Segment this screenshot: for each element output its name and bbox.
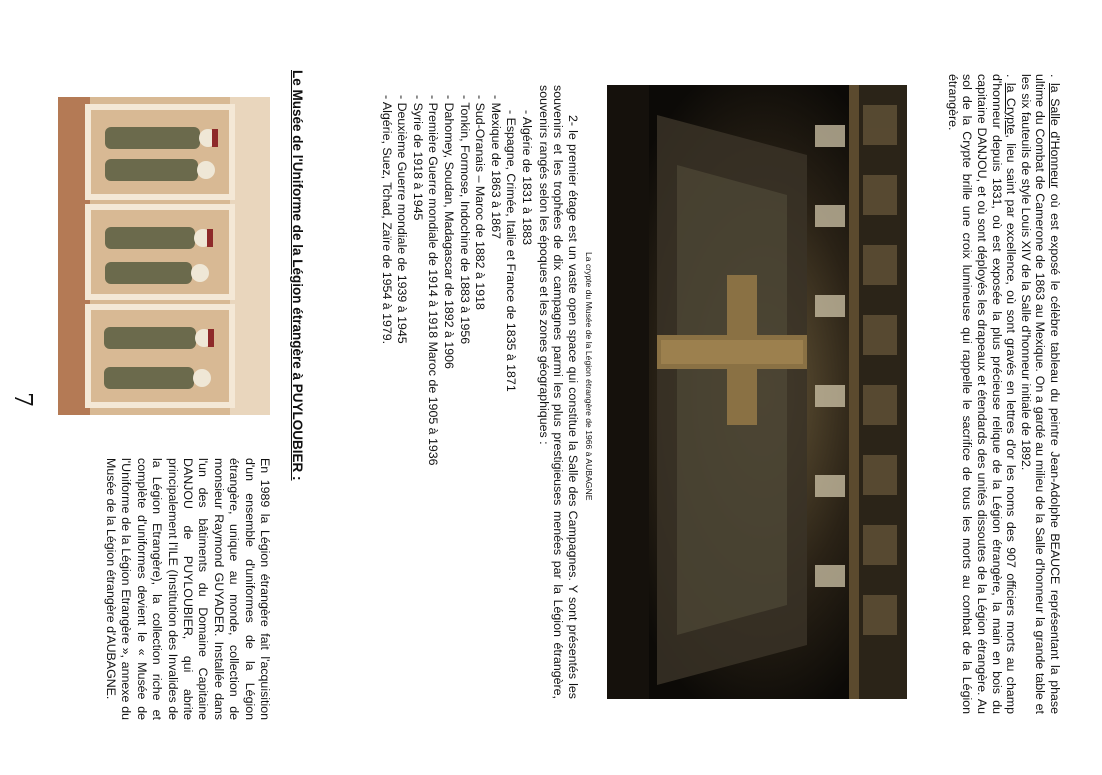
campagnes-intro-text: 2- le premier étage est un vaste open space qui constitue la Salle des Campagnes. Y sont présentés les souvenirs et les trophées de dix campagnes parmi les plus prestigieuses menées par la Légion étrangère, souvenirs rangés selon les époques et les zones géographiques : [536,85,580,699]
campagnes-list [378,95,534,466]
crypte-paragraph: . la Crypte, lieu saint par excellence, où sont gravés en lettres d'or les noms des 907 officiers morts au champ d'honneur depuis 1831, où est exposée la plus précieuse relique de la Légion étrangère, la main en bois du capitaine DANJOU, et où sont déployés les drapeaux et étendards des unités dissoutes de la Légion étrangère. Au sol de la Crypte brille une croix lumineuse qui rappelle le sacrifice de tous les morts au combat de la Légion étrangère. [945,74,1019,714]
campagne-item: - Syrie de 1918 à 1945 [410,95,425,221]
campagne-item: - Deuxième Guerre mondiale de 1939 à 1945 [395,95,410,344]
campagne-item: - Sud-Oranais – Maroc de 1882 à 1918 [473,95,488,310]
crypte-body: , lieu saint par excellence, où sont gravés en lettres d'or les noms des 907 officiers morts au champ d'honneur depuis 1831, où est exposée la plus précieuse relique de la Légion étrangère, la main en bois du capitaine DANJOU, et où sont déployés les drapeaux et étendards des unités dissoutes de la Légion étrangère. Au sol de la Crypte brille une croix lumineuse qui rappelle le sacrifice de tous les morts au combat de la Légion étrangère. [945,74,1019,714]
crypte-term: la Crypte [1004,82,1019,135]
salle-honneur-text [945,74,1062,714]
campagne-item: - Dahomey, Soudan, Madagascar de 1892 à 1906 [442,95,457,369]
uniform-museum-heading: Le Musée de l'Uniforme de la Légion étrangère à PUYLOUBIER : [290,70,305,481]
page-number: 7 [9,392,37,408]
campagne-item: - Espagne, Crimée, Italie et France de 1835 à 1871 [504,110,519,392]
campagne-item: - Algérie, Suez, Tchad, Zaïre de 1954 à 1979. [379,95,394,345]
crypt-photo-graphic [607,85,907,699]
uniform-museum-graphic [58,97,270,415]
crypt-photo-caption: La crypte du Musée de la Légion étrangère de 1966 à AUBAGNE [584,252,594,501]
campagne-item: - Algérie de 1831 à 1883 [520,110,534,246]
salle-honneur-body: où est exposé le célèbre tableau du peintre Jean-Adolphe BEAUCE représentant la phase ultime du Combat de Camerone de 1863 au Mexique. On a gardé au milieu de la Salle d'honneur la grande table et les six fauteuils de style Louis XIV de la Salle d'honneur initiale de 1892. [1018,74,1062,715]
crypt-photo [607,85,907,699]
campagnes-intro [536,85,580,699]
campagne-item: - Mexique de 1863 à 1867 [488,95,503,239]
uniform-museum-photo [58,97,270,415]
puyloubier-paragraph: En 1989 la Légion étrangère fait l'acquisition d'un ensemble d'uniformes de la Légion étrangère, unique au monde, collection de monsieur Raymond GUYADER. Installée dans l'un des bâtiments du Domaine Capitaine DANJOU de PUYLOUBIER, qui abrite principalement l'ILE (Institution des Invalides de la Légion Etrangère), la collection riche et complète d'uniformes devient le « Musée de l'Uniforme de la Légion Etrangère », annexe du Musée de la Légion étrangère d'AUBAGNE. [103,458,272,720]
puyloubier-text [103,458,272,720]
salle-honneur-term: la Salle d'Honneur [1048,83,1062,189]
campagne-item: - Tonkin, Formose, Indochine de 1883 à 1956 [457,95,472,345]
salle-honneur-paragraph: . la Salle d'Honneur où est exposé le célèbre tableau du peintre Jean-Adolphe BEAUCE représentant la phase ultime du Combat de Camerone de 1863 au Mexique. On a gardé au milieu de la Salle d'honneur la grande table et les six fauteuils de style Louis XIV de la Salle d'honneur initiale de 1892. [1018,74,1062,715]
campagne-item: - Première Guerre mondiale de 1914 à 1918 Maroc de 1905 à 1936 [426,95,441,466]
